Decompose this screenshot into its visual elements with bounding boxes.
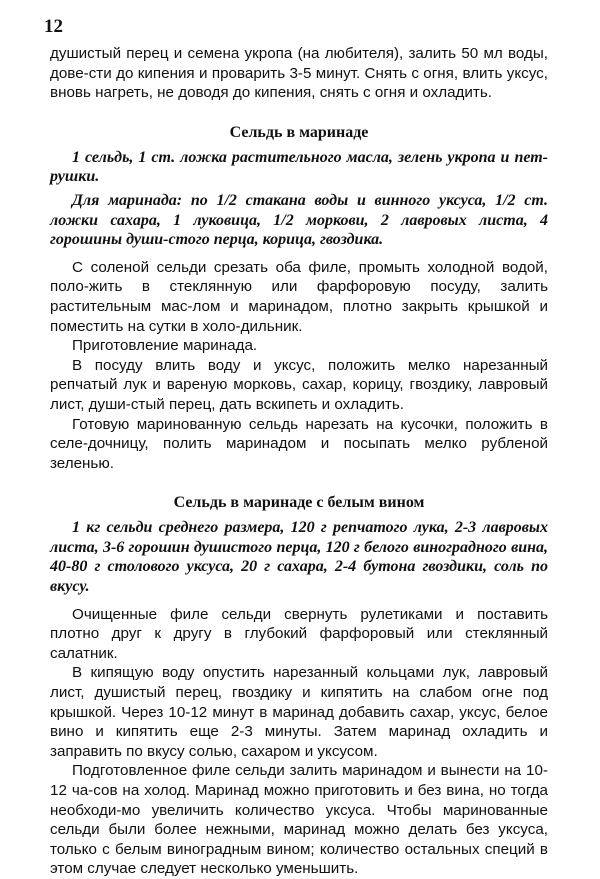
recipe2-step: Подготовленное филе сельди залить маринадом и вынести на 10-12 ча-сов на холод. Маринад можно приготовить и без вина, но тогда необходи-мо увеличить количество уксуса. Чтобы маринованные сельди были более нежными, маринад можно делать без уксуса, только с белым виноградным вином; количество остальных специй в этом случае следует несколько уменьшить. (50, 762, 548, 878)
page-number: 12 (44, 16, 63, 37)
recipe1-step: В посуду влить воду и уксус, положить мелко нарезанный репчатый лук и вареную морковь, сахар, корицу, гвоздику, лавровый лист, души-стый перец, дать вскипеть и охладить. (50, 356, 548, 413)
recipe2-step: В кипящую воду опустить нарезанный кольцами лук, лавровый лист, душистый перец, гвоздику и кипятить на слабом огне под крышкой. Через 10-12 минут в маринад добавить сахар, уксус, белое вино и кипятить еще 2-3 минуты. Затем маринад охладить и заправить по вкусу солью, сахаром и уксусом. (50, 664, 548, 760)
recipe2-ingredients: 1 кг сельди среднего размера, 120 г репчатого лука, 2-3 лавровых листа, 3-6 горошин душистого перца, 120 г белого виноградного вина, 40-80 г столового уксуса, 20 г сахара, 2-4 бутона гвоздики, соль по вкусу. (50, 519, 548, 596)
recipe1-title: Сельдь в маринаде (229, 123, 369, 141)
intro-paragraph: душистый перец и семена укропа (на любителя), залить 50 мл воды, дове-сти до кипения и проварить 3-5 минут. Снять с огня, влить уксус, вновь нагреть, не доводя до кипения, снять с огня и охладить. (50, 45, 548, 102)
recipe1-marinade: Для маринада: по 1/2 стакана воды и винного уксуса, 1/2 ст. ложки сахара, 1 луковица, 1/2 моркови, 2 лавровых листа, 4 горошины души-стого перца, корица, гвоздика. (50, 191, 548, 249)
recipe1-ingredients: 1 сельдь, 1 ст. ложка растительного масла, зелень укропа и пет-рушки. (50, 148, 548, 186)
recipe1-step: С соленой сельди срезать оба филе, промыть холодной водой, поло-жить в стеклянную или фарфоровую посуду, залить растительным мас-лом и маринадом, плотно закрыть крышкой и поместить на сутки в холо-дильник. (50, 258, 548, 335)
recipe1-step: Готовую маринованную сельдь нарезать на кусочки, положить в селе-дочницу, полить маринадом и посыпать мелко рубленой зеленью. (50, 415, 548, 472)
recipe2-title: Сельдь в маринаде с белым вином (173, 494, 425, 512)
recipe1-step: Приготовление маринада. (72, 337, 258, 355)
recipe2-step: Очищенные филе сельди свернуть рулетиками и поставить плотно друг к другу в глубокий фарфоровый или стеклянный салатник. (50, 605, 548, 662)
